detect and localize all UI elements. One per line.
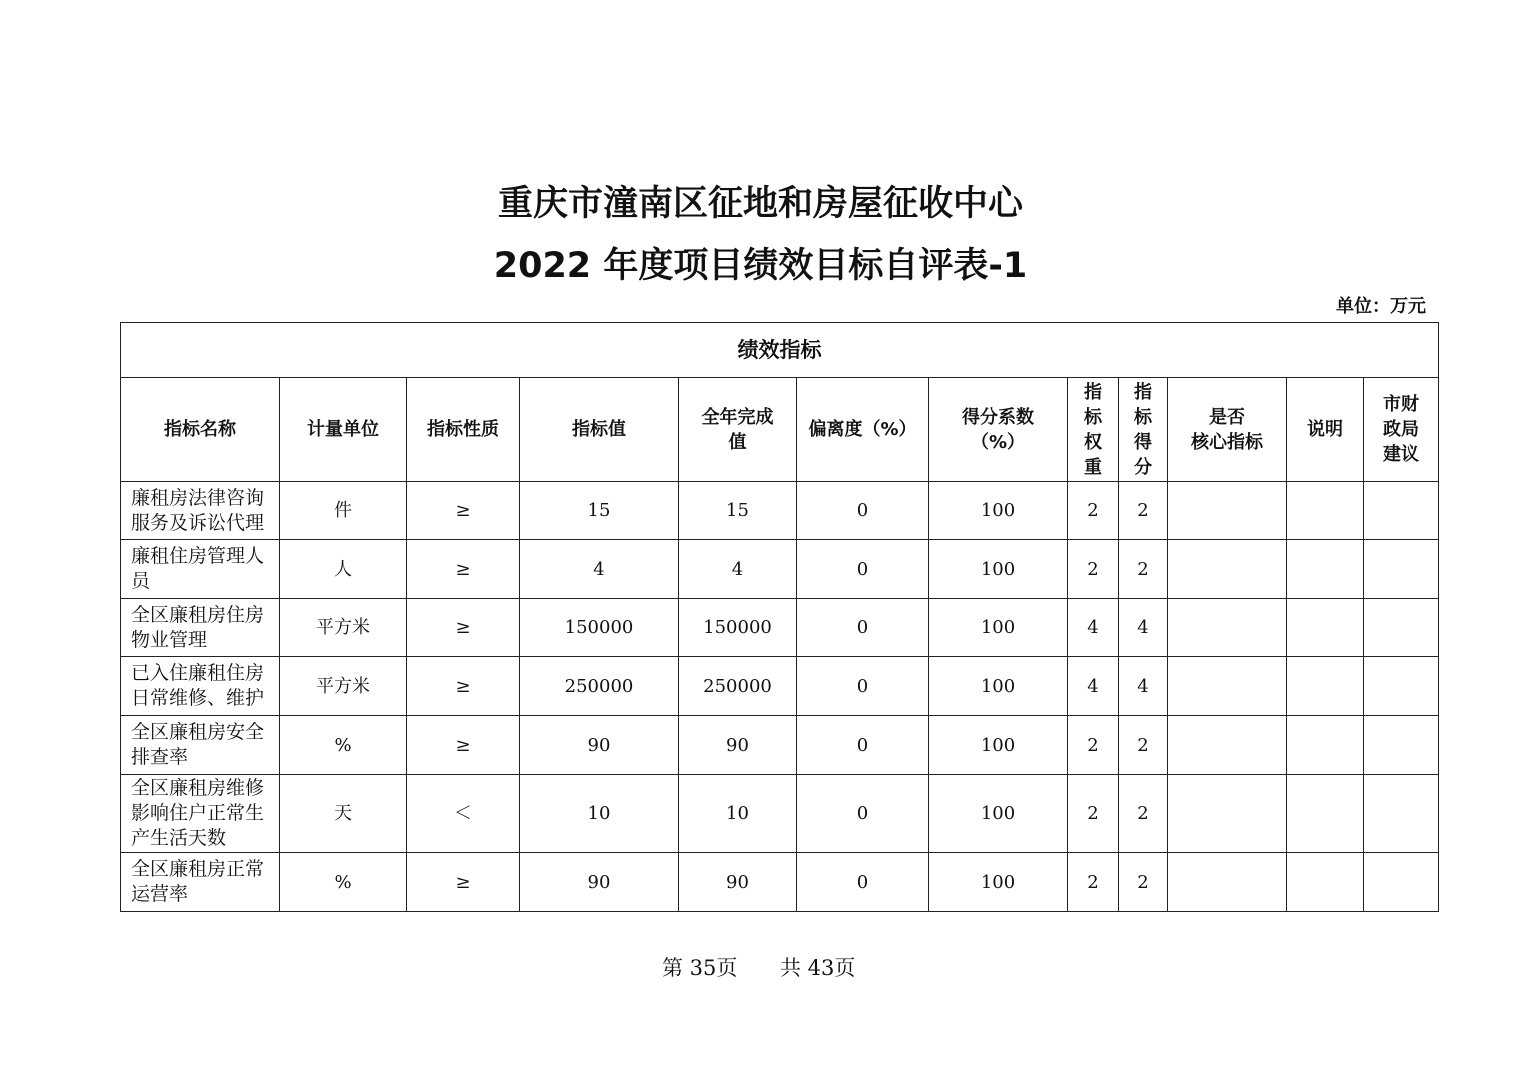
col-weight-header: 指标权重: [1068, 378, 1119, 482]
col-advice-header: 市财政局建议: [1364, 378, 1439, 482]
cell-weight: 4: [1068, 657, 1119, 716]
cell-score: 2: [1119, 540, 1168, 599]
cell-score: 2: [1119, 482, 1168, 540]
cell-coefficient: 100: [929, 482, 1068, 540]
cell-unit: 人: [280, 540, 407, 599]
cell-nature: ≥: [407, 482, 520, 540]
cell-unit: 天: [280, 775, 407, 853]
cell-unit: 平方米: [280, 657, 407, 716]
cell-deviation: 0: [797, 775, 929, 853]
cell-core: [1168, 657, 1287, 716]
document-title-line1: 重庆市潼南区征地和房屋征收中心: [497, 184, 1023, 224]
cell-target: 15: [520, 482, 679, 540]
cell-core: [1168, 599, 1287, 657]
cell-deviation: 0: [797, 599, 929, 657]
cell-coefficient: 100: [929, 540, 1068, 599]
cell-score: 4: [1119, 599, 1168, 657]
col-name-header: 指标名称: [121, 378, 280, 482]
cell-note: [1287, 853, 1364, 912]
col-actual-header: 全年完成值: [679, 378, 797, 482]
cell-advice: [1364, 599, 1439, 657]
column-header-row: [121, 378, 1439, 482]
cell-nature: ≥: [407, 540, 520, 599]
unit-label: 单位：万元: [1336, 296, 1426, 317]
cell-unit: 件: [280, 482, 407, 540]
cell-name: 廉租房法律咨询服务及诉讼代理: [121, 482, 280, 540]
cell-name: 已入住廉租住房日常维修、维护: [121, 657, 280, 716]
table-row: [121, 657, 1439, 716]
cell-weight: 2: [1068, 540, 1119, 599]
cell-note: [1287, 775, 1364, 853]
cell-deviation: 0: [797, 482, 929, 540]
cell-nature: ≥: [407, 599, 520, 657]
table-row: [121, 599, 1439, 657]
page-total: 共 43页: [780, 956, 856, 980]
cell-core: [1168, 716, 1287, 775]
col-coefficient-header: 得分系数（%）: [929, 378, 1068, 482]
cell-actual: 15: [679, 482, 797, 540]
table-row: [121, 853, 1439, 912]
cell-deviation: 0: [797, 657, 929, 716]
cell-score: 4: [1119, 657, 1168, 716]
cell-target: 90: [520, 853, 679, 912]
col-target-header: 指标值: [520, 378, 679, 482]
cell-weight: 2: [1068, 482, 1119, 540]
col-note-header: 说明: [1287, 378, 1364, 482]
cell-core: [1168, 482, 1287, 540]
cell-note: [1287, 540, 1364, 599]
table-row: [121, 482, 1439, 540]
col-unit-header: 计量单位: [280, 378, 407, 482]
cell-name: 廉租住房管理人员: [121, 540, 280, 599]
cell-name: 全区廉租房安全排查率: [121, 716, 280, 775]
cell-advice: [1364, 482, 1439, 540]
cell-coefficient: 100: [929, 853, 1068, 912]
col-score-header: 指标得分: [1119, 378, 1168, 482]
cell-advice: [1364, 775, 1439, 853]
cell-nature: ＜: [407, 775, 520, 853]
cell-deviation: 0: [797, 716, 929, 775]
section-header: 绩效指标: [121, 323, 1439, 378]
cell-name: 全区廉租房正常运营率: [121, 853, 280, 912]
cell-nature: ≥: [407, 853, 520, 912]
cell-nature: ≥: [407, 716, 520, 775]
cell-deviation: 0: [797, 540, 929, 599]
cell-weight: 2: [1068, 853, 1119, 912]
cell-weight: 2: [1068, 775, 1119, 853]
cell-note: [1287, 657, 1364, 716]
page-current: 第 35页: [662, 956, 738, 980]
cell-name: 全区廉租房维修影响住户正常生产生活天数: [121, 775, 280, 853]
cell-advice: [1364, 853, 1439, 912]
cell-advice: [1364, 716, 1439, 775]
col-deviation-header: 偏离度（%）: [797, 378, 929, 482]
cell-actual: 250000: [679, 657, 797, 716]
cell-deviation: 0: [797, 853, 929, 912]
cell-actual: 150000: [679, 599, 797, 657]
col-nature-header: 指标性质: [407, 378, 520, 482]
cell-target: 150000: [520, 599, 679, 657]
col-core-header: 是否 核心指标: [1168, 378, 1287, 482]
cell-actual: 10: [679, 775, 797, 853]
cell-score: 2: [1119, 853, 1168, 912]
cell-weight: 4: [1068, 599, 1119, 657]
cell-unit: %: [280, 716, 407, 775]
cell-weight: 2: [1068, 716, 1119, 775]
table-row: [121, 775, 1439, 853]
cell-note: [1287, 716, 1364, 775]
cell-coefficient: 100: [929, 599, 1068, 657]
cell-score: 2: [1119, 775, 1168, 853]
cell-coefficient: 100: [929, 657, 1068, 716]
cell-note: [1287, 599, 1364, 657]
cell-unit: 平方米: [280, 599, 407, 657]
cell-core: [1168, 775, 1287, 853]
table-row: [121, 716, 1439, 775]
cell-target: 90: [520, 716, 679, 775]
performance-table: [120, 322, 1439, 912]
cell-actual: 90: [679, 853, 797, 912]
cell-target: 4: [520, 540, 679, 599]
cell-advice: [1364, 540, 1439, 599]
cell-actual: 4: [679, 540, 797, 599]
cell-coefficient: 100: [929, 775, 1068, 853]
cell-target: 10: [520, 775, 679, 853]
table-row: [121, 540, 1439, 599]
cell-unit: %: [280, 853, 407, 912]
cell-name: 全区廉租房住房物业管理: [121, 599, 280, 657]
cell-target: 250000: [520, 657, 679, 716]
cell-nature: ≥: [407, 657, 520, 716]
document-title-line2: 2022 年度项目绩效目标自评表-1: [493, 246, 1028, 286]
cell-coefficient: 100: [929, 716, 1068, 775]
cell-score: 2: [1119, 716, 1168, 775]
cell-advice: [1364, 657, 1439, 716]
cell-core: [1168, 853, 1287, 912]
cell-core: [1168, 540, 1287, 599]
cell-actual: 90: [679, 716, 797, 775]
cell-note: [1287, 482, 1364, 540]
